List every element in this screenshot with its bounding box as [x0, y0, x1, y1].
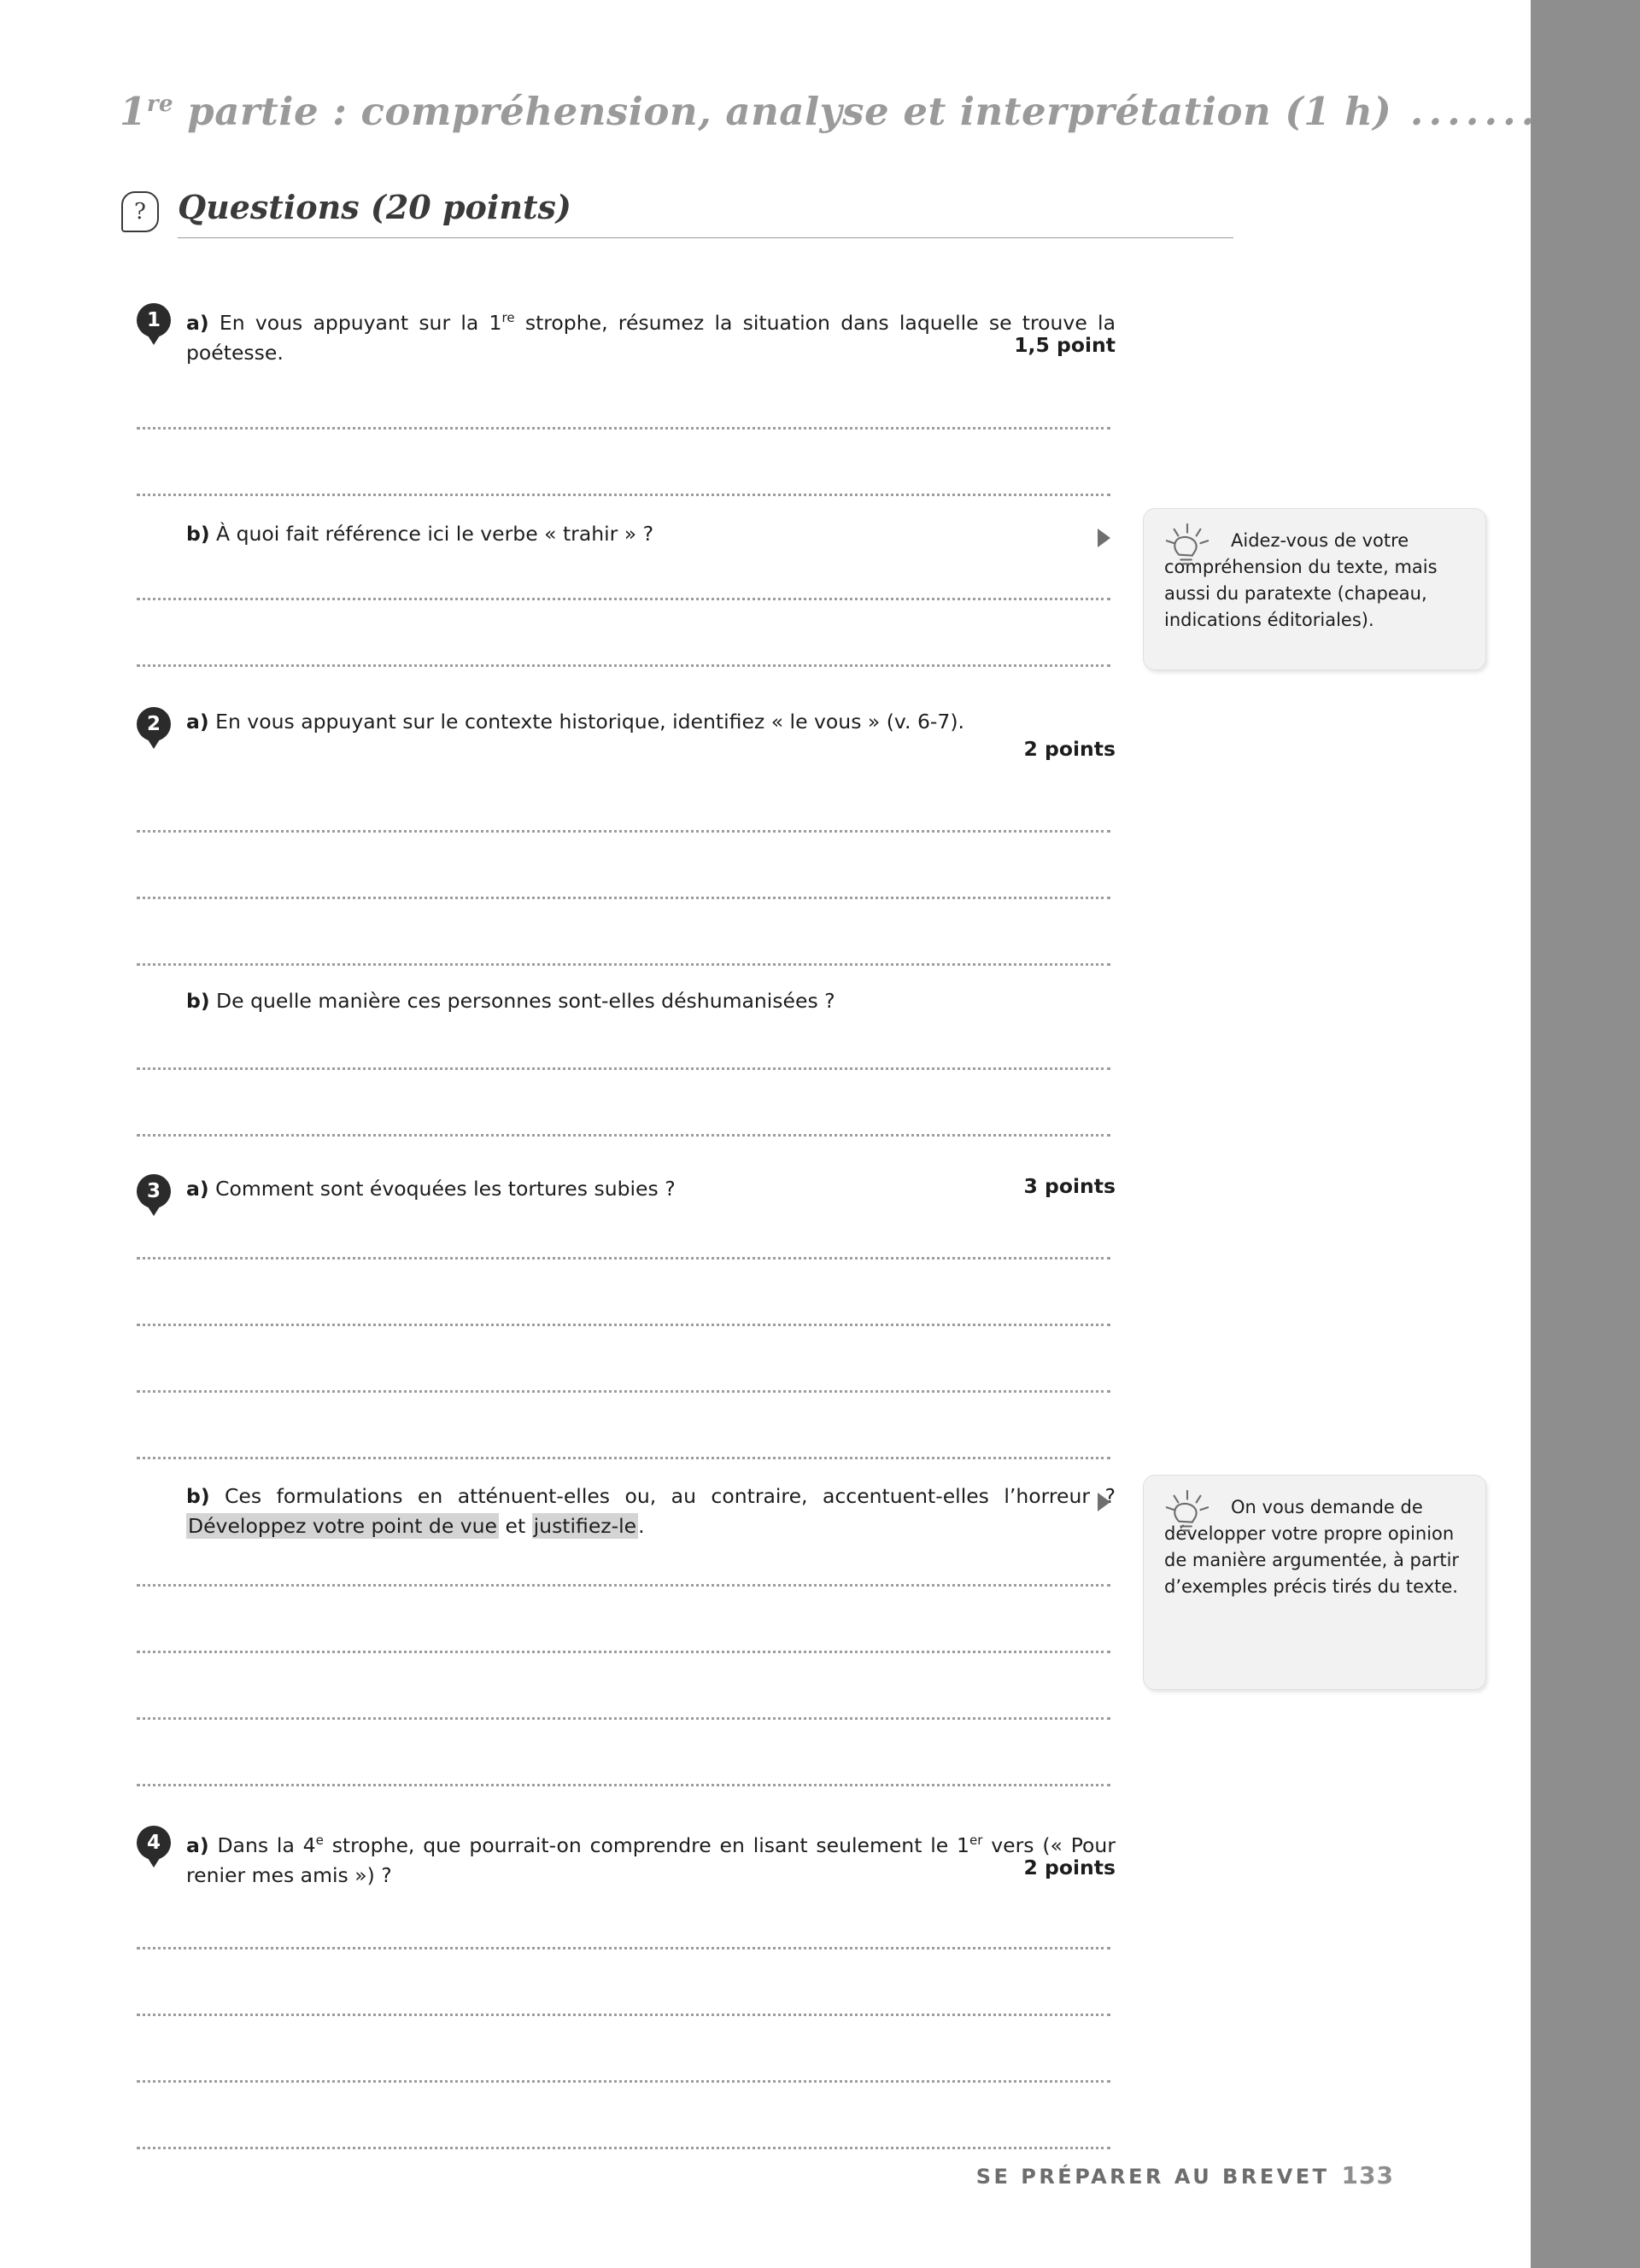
tip-pointer-icon [1098, 529, 1110, 547]
answer-line[interactable] [137, 1457, 1110, 1459]
lightbulb-icon [1163, 523, 1212, 570]
question-3a-body: Comment sont évoquées les tortures subies ? [215, 1177, 676, 1201]
question-3a-label: a) [186, 1177, 209, 1201]
part-title-rest: partie : compréhension, analyse et interprétation (1 h) [173, 89, 1392, 134]
tip-box-2-text: On vous demande de développer votre propre opinion de manière argumentée, à partir d’exemples précis tirés du texte. [1164, 1497, 1460, 1597]
question-4a-points: 2 points [1023, 1856, 1116, 1879]
answer-line[interactable] [137, 1584, 1110, 1587]
answer-line[interactable] [137, 2147, 1110, 2149]
question-1a-points: 1,5 point [1014, 333, 1116, 357]
answer-line[interactable] [137, 1257, 1110, 1260]
question-3b-body-mid: et [499, 1514, 532, 1538]
page-number: 133 [1341, 2161, 1394, 2189]
answer-line[interactable] [137, 1947, 1110, 1949]
answer-line[interactable] [137, 427, 1110, 430]
question-2a-text [186, 707, 1116, 737]
question-3b-label: b) [186, 1484, 210, 1508]
question-number-1: 1 [137, 303, 171, 337]
questions-header [121, 190, 1112, 243]
part-title-sup: re [146, 91, 174, 117]
answer-line[interactable] [137, 1067, 1110, 1070]
question-2a-label: a) [186, 710, 209, 734]
question-2b-body: De quelle manière ces personnes sont-elles déshumanisées ? [216, 989, 835, 1013]
question-number-3: 3 [137, 1174, 171, 1208]
answer-line[interactable] [137, 1324, 1110, 1326]
answer-line[interactable] [137, 2080, 1110, 2083]
answer-line[interactable] [137, 664, 1110, 667]
part-title-dots: ....... [1391, 89, 1540, 134]
question-mark-icon: ? [121, 191, 159, 232]
question-1a-label: a) [186, 310, 209, 335]
question-number-4: 4 [137, 1826, 171, 1860]
question-4a-label: a) [186, 1833, 209, 1857]
question-4a-body: Dans la 4e strophe, que pourrait-on comprendre en lisant seulement le 1er vers (« Pour renier mes amis ») ? [186, 1833, 1116, 1887]
questions-header-rule [178, 237, 1233, 238]
question-3b-highlight-2: justifiez-le [533, 1514, 637, 1538]
answer-line[interactable] [137, 897, 1110, 899]
tip-box-1-text: Aidez-vous de votre compréhension du texte, mais aussi du paratexte (chapeau, indications éditoriales). [1164, 530, 1438, 630]
part-title [120, 89, 1540, 134]
answer-line[interactable] [137, 1134, 1110, 1137]
answer-line[interactable] [137, 1717, 1110, 1720]
questions-header-label: Questions (20 points) [178, 188, 571, 226]
question-1b-label: b) [186, 522, 210, 546]
question-3b-body-1: Ces formulations en atténuent-elles ou, au contraire, accentuent-elles l’horreur ? [225, 1484, 1116, 1508]
question-3b-highlight-1: Développez votre point de vue [188, 1514, 498, 1538]
page-footer [976, 2161, 1394, 2189]
answer-line[interactable] [137, 2014, 1110, 2016]
question-1b-text [186, 519, 1116, 549]
tip-box-1 [1143, 508, 1486, 670]
question-2b-text [186, 986, 1116, 1016]
question-3b-text [186, 1482, 1116, 1541]
question-1b-body: À quoi fait référence ici le verbe « trahir » ? [216, 522, 654, 546]
answer-line[interactable] [137, 598, 1110, 600]
question-2a-body: En vous appuyant sur le contexte historique, identifiez « le vous » (v. 6-7). [215, 710, 964, 734]
tip-pointer-icon [1098, 1493, 1110, 1511]
question-2b-label: b) [186, 989, 210, 1013]
question-1a-body: En vous appuyant sur la 1re strophe, résumez la situation dans laquelle se trouve la poétesse. [186, 310, 1116, 365]
lightbulb-icon [1163, 1489, 1212, 1537]
page-margin-bar [1531, 0, 1640, 2268]
answer-line[interactable] [137, 1784, 1110, 1786]
tip-box-2 [1143, 1475, 1486, 1690]
question-2a-points: 2 points [1023, 737, 1116, 761]
answer-line[interactable] [137, 494, 1110, 496]
answer-line[interactable] [137, 1651, 1110, 1653]
footer-text: SE PRÉPARER AU BREVET [975, 2165, 1330, 2189]
answer-line[interactable] [137, 1390, 1110, 1393]
answer-line[interactable] [137, 963, 1110, 966]
question-number-2: 2 [137, 707, 171, 741]
question-3a-points: 3 points [1023, 1174, 1116, 1198]
question-3b-body-end: . [638, 1514, 645, 1538]
part-title-prefix: 1 [120, 89, 147, 134]
answer-line[interactable] [137, 830, 1110, 833]
